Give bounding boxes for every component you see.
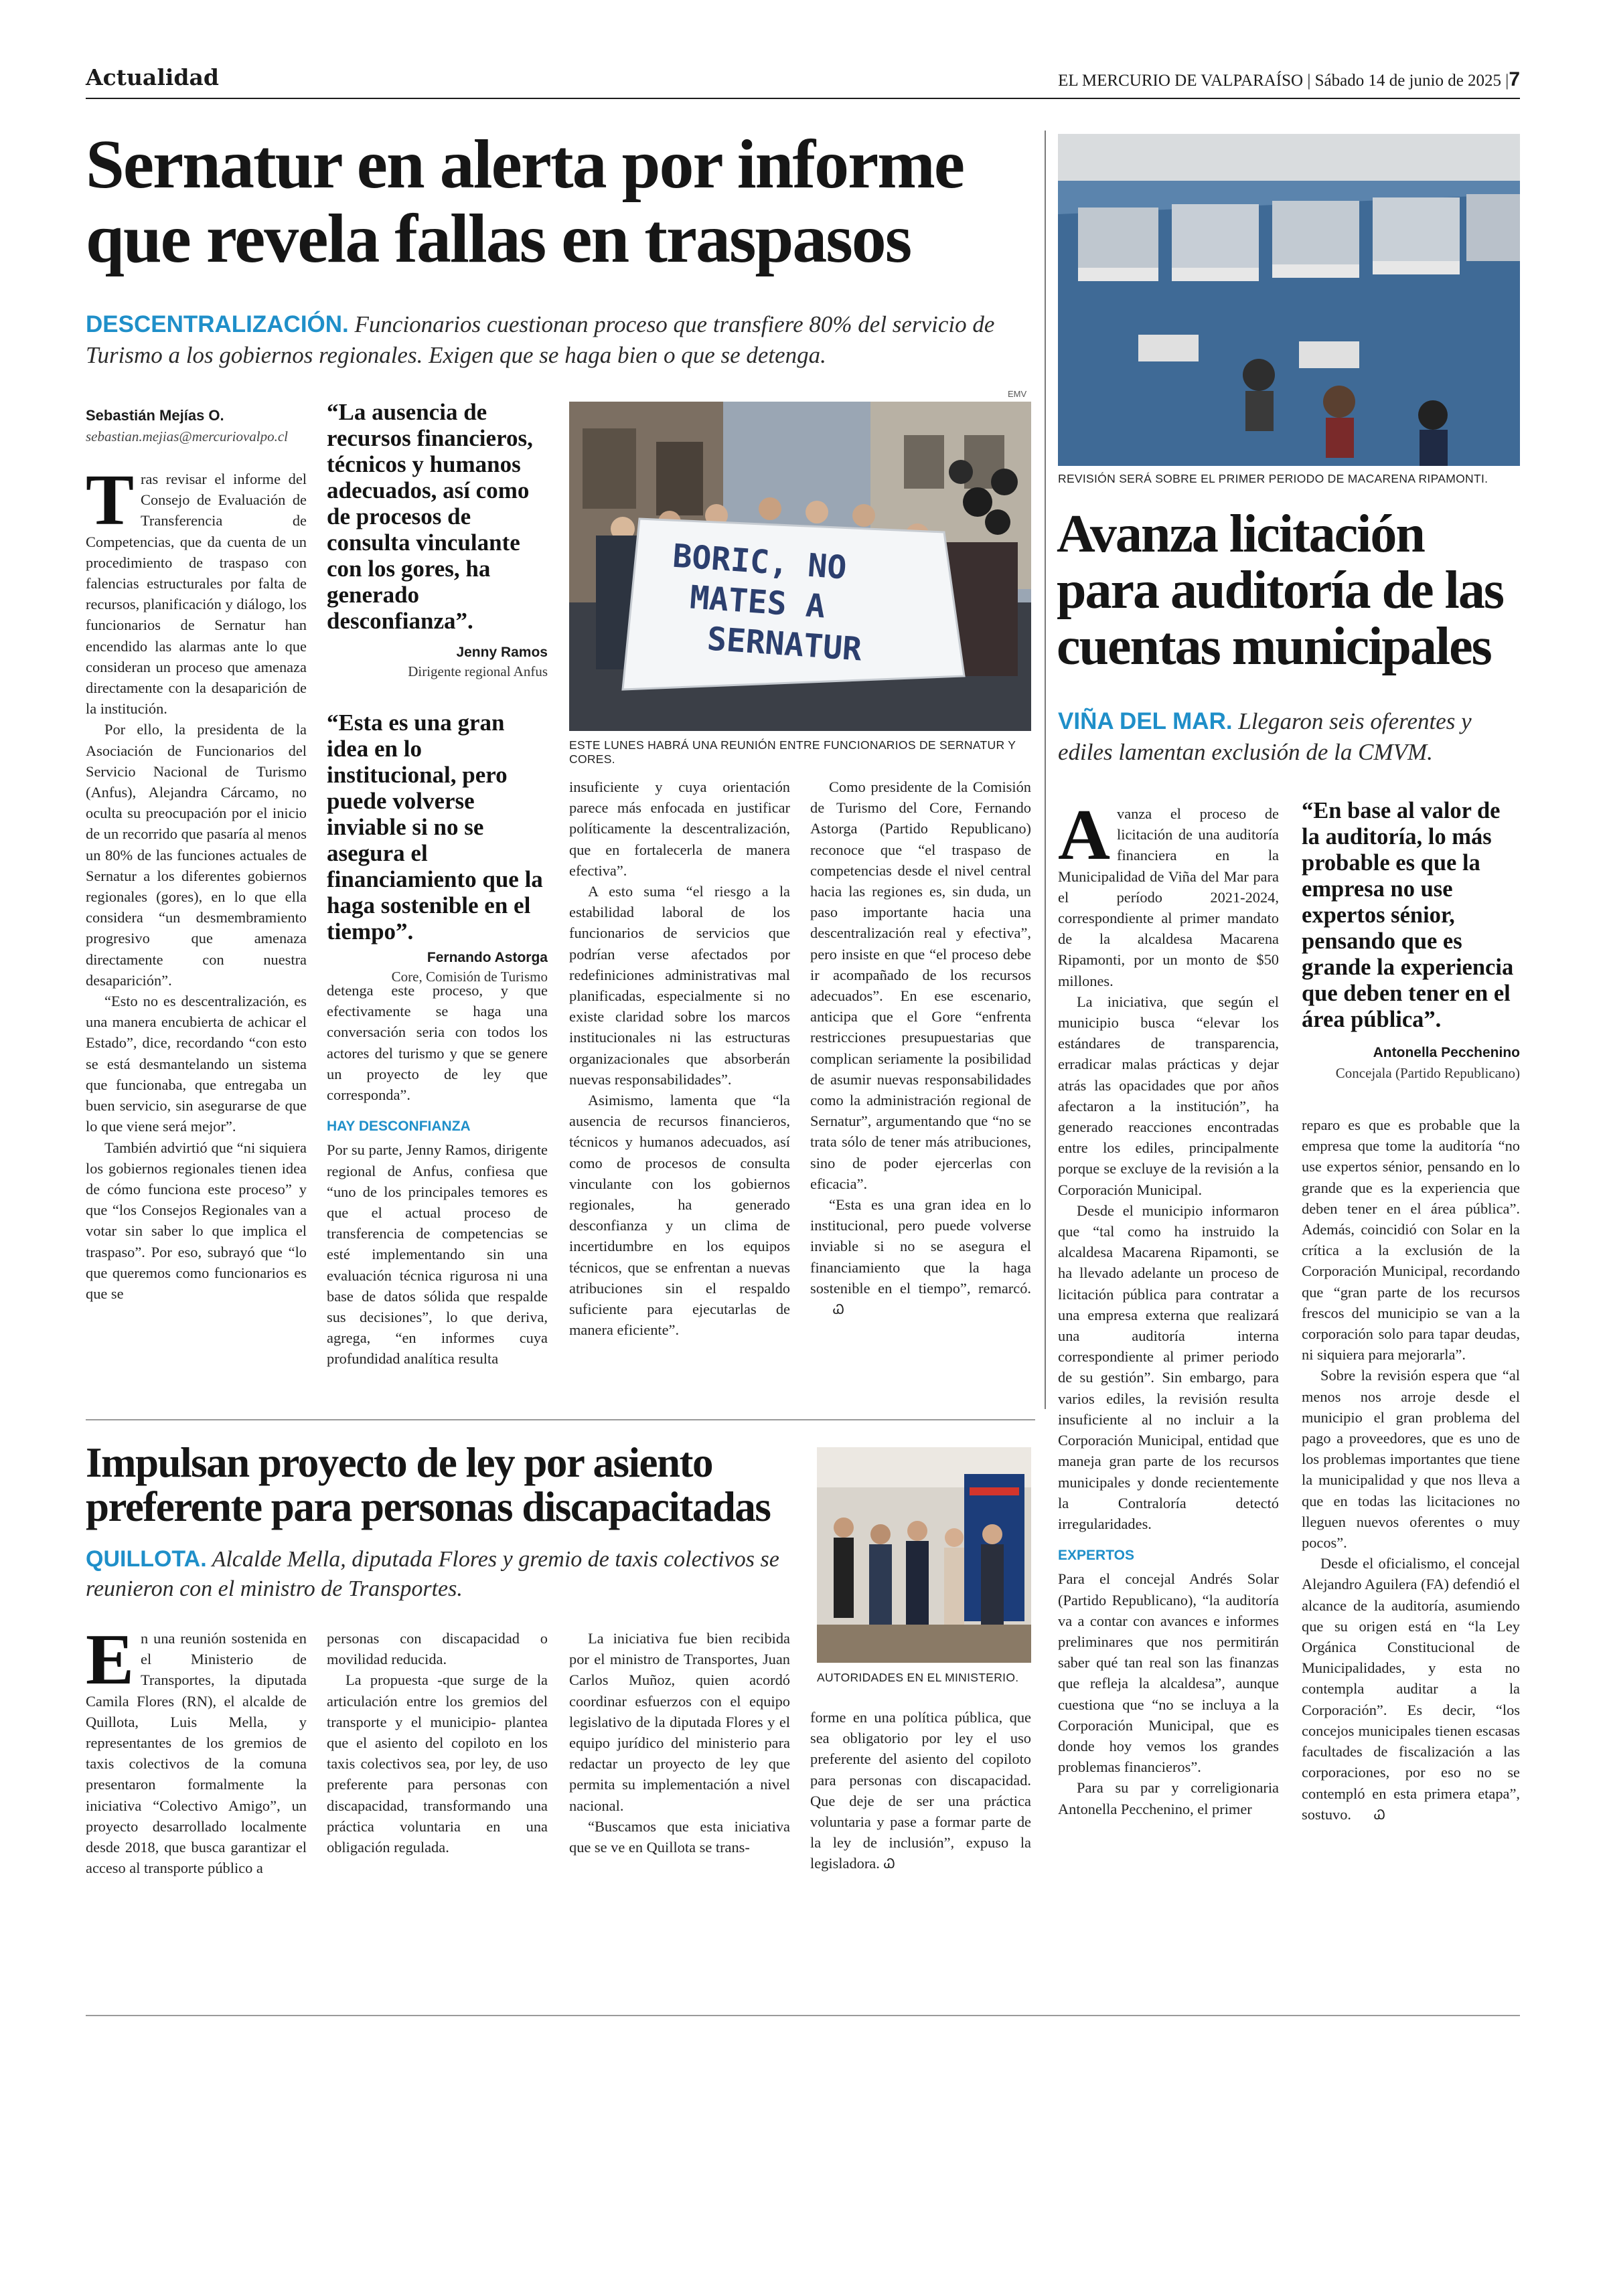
byline xyxy=(86,407,313,445)
quote-text: “En base al valor de la auditoría, lo más probable es que la empresa no use expertos sénior, pensando que es grande la experiencia que deben tener en el área pública”. xyxy=(1302,798,1514,1032)
quote-author: Fernando Astorga xyxy=(427,950,548,965)
paragraph: “Esto no es descentralización, es una manera encubierta de achicar el Estado”, dice, recordando “con esto se está desmantelando un sistema que funcionaba, que entregaba un buen servicio, sin asegurarse de que lo que viene será mejor”. xyxy=(86,993,307,1135)
photo-credit: EMV xyxy=(1008,389,1027,399)
paragraph: detenga este proceso, y que efectivamente se haga una conversación seria con todos los actores del turismo y que se genere un proyecto de ley que corresponda”. xyxy=(327,982,548,1104)
main-kicker: DESCENTRALIZACIÓN. xyxy=(86,311,349,337)
municipal-office-graphic xyxy=(1058,134,1520,466)
paragraph: n una reunión sostenida en el Ministerio de Transportes, la diputada Camila Flores (RN), el alcalde de Quillota, Luis Mella, y representantes de los gremios de taxis colectivos de la comuna presentaron formalmente la iniciativa “Colectivo Amigo”, un proyecto desarrollado localmente desde 2018, que busca garantizar el acceso al transporte público a xyxy=(86,1630,307,1877)
side-headline-line: cuentas municipales xyxy=(1057,617,1491,676)
paragraph: Sobre la revisión espera que “al menos nos arroje desde el municipio el gran problema del pago a proveedores, que es uno de los problemas importantes que tiene la municipalidad y que nos lleva a que en todas las licitaciones no lleguen nuevos oferentes o muy pocos”. xyxy=(1302,1367,1520,1552)
side-headline-line: para auditoría de las xyxy=(1057,561,1503,620)
bottom-article-col2 xyxy=(327,1628,548,1858)
paragraph: insuficiente y cuya orientación parece más enfocada en justificar políticamente la descentralización, que en fortalecerla de manera efectiva”. xyxy=(569,778,790,879)
quote-author: Antonella Pecchenino xyxy=(1373,1045,1520,1060)
side-headline-line: Avanza licitación xyxy=(1057,505,1424,564)
paragraph: Por su parte, Jenny Ramos, dirigente regional de Anfus, confiesa que “uno de los principales temores es que el actual proceso de transferencia de competencias se esté implementando sin una evaluación técnica rigurosa ni una base de datos sólida que respalde sus decisiones”, lo que deriva, agrega, “en informes cuya profundidad analítica resulta xyxy=(327,1141,548,1368)
author-name: Sebastián Mejías O. xyxy=(86,407,224,424)
paragraph: La propuesta -que surge de la articulación entre los gremios del transporte y el municipio- plantea que el asiento del copiloto en los taxis colectivos sea, por ley, de uso preferente para personas con discapacidad, transformando una práctica voluntaria en una obligación regulada. xyxy=(327,1671,548,1856)
main-headline-line: que revela fallas en traspasos xyxy=(86,200,911,278)
side-kicker: VIÑA DEL MAR. xyxy=(1058,708,1233,734)
bottom-deck-text: Alcalde Mella, diputada Flores y gremio de taxis colectivos se reunieron con el ministro de Transportes. xyxy=(86,1547,779,1602)
side-article-col1 xyxy=(1058,795,1279,1819)
subhead: EXPERTOS xyxy=(1058,1548,1134,1564)
side-deck xyxy=(1058,706,1520,767)
end-of-article-icon: Ꮗ xyxy=(883,1856,895,1872)
main-headline-line: Sernatur en alerta por informe xyxy=(86,126,964,203)
protest-photo xyxy=(569,402,1031,731)
quote-role: Dirigente regional Anfus xyxy=(408,663,548,679)
paragraph: Desde el oficialismo, el concejal Alejandro Aguilera (FA) defendió el alcance de la auditoría, asumiendo que su origen está en “la Ley Orgánica Constitucional de Municipalidades, y esta no contempla auditar a la Corporación”. Es decir, “los concejos municipales tienen escasas facultades de fiscalización a las corporaciones, por eso no se contempló en esta primera etapa”, sostuvo. xyxy=(1302,1555,1520,1823)
bottom-kicker: QUILLOTA. xyxy=(86,1546,207,1572)
paragraph: Para el concejal Andrés Solar (Partido Republicano), “la auditoría va a contar con avances e informes preliminares que nos permitirán saber qué tan real son las finanzas que refleja la alcaldesa”, aunque cuestiona que “no se incluya a la Corporación Municipal, que es donde hoy vemos los grandes problemas financieros”. xyxy=(1058,1570,1279,1776)
paragraph: “Buscamos que esta iniciativa que se ve en Quillota se trans- xyxy=(569,1817,790,1856)
bottom-article-col3 xyxy=(569,1628,790,1858)
main-headline xyxy=(86,127,1037,276)
pull-quote-2 xyxy=(327,710,548,985)
paragraph: Asimismo, lamenta que “la ausencia de recursos financieros, técnicos y humanos adecuados, así como de procesos de consulta vinculante con los gobiernos regionales, ha generado desconfianza y un clima de incertidumbre en los equipos técnicos, que se enfrentan a nuevas atribuciones sin el respaldo suficiente para ejecutarlas de manera eficiente”. xyxy=(569,1092,790,1339)
bottom-headline xyxy=(86,1441,809,1529)
bottom-headline-line: Impulsan proyecto de ley por asiento xyxy=(86,1439,712,1486)
protest-sign-line: MATES A xyxy=(688,578,827,626)
side-article-col2 xyxy=(1302,1115,1520,1825)
paragraph: A esto suma “el riesgo a la estabilidad laboral de los funcionarios de servicios que podrían verse afectados por redefiniciones administrativas mal planificadas, especialmente si no existe claridad sobre los marcos institucionales ni las estructuras organizacionales que absorberán nuevas responsabilidades”. xyxy=(569,883,790,1088)
dropcap: T xyxy=(86,461,135,540)
paragraph: Desde el municipio informaron que “tal como ha instruido la alcaldesa Macarena Ripamonti, se ha llevado adelante un proceso de licitación pública para contratar a una empresa externa que realizará una auditoría interna correspondiente al primer periodo de su gestión”. Sin embargo, para varios ediles, la revisión resulta insuficiente al no incluir a la Corporación Municipal, entidad que maneja gran parte de los recursos municipales y donde recientemente la Contraloría detectó irregularidades. xyxy=(1058,1202,1279,1532)
paragraph: Para su par y correligionaria Antonella Pecchenino, el primer xyxy=(1058,1779,1279,1817)
quote-author: Jenny Ramos xyxy=(456,645,548,660)
side-deck-text: Llegaron seis oferentes y ediles lamentan exclusión de la CMVM. xyxy=(1058,708,1472,765)
dropcap: A xyxy=(1058,795,1110,875)
paragraph: “Esta es una gran idea en lo institucional, pero puede volverse inviable si no se asegura el financiamiento que la haga sostenible en el tiempo”, remarcó. xyxy=(810,1196,1031,1297)
masthead xyxy=(1058,68,1520,91)
protest-sign-line: SERNATUR xyxy=(706,620,863,669)
quote-role: Concejala (Partido Republicano) xyxy=(1335,1065,1520,1081)
newspaper-name: EL MERCURIO DE VALPARAÍSO xyxy=(1058,72,1304,90)
masthead-separator: | xyxy=(1505,72,1509,90)
quote-text: “La ausencia de recursos financieros, técnicos y humanos adecuados, así como de procesos de consulta vinculante con los gores, ha generado desconfianza”. xyxy=(327,399,533,634)
bottom-article-col4 xyxy=(810,1707,1031,1875)
column-separator xyxy=(1045,131,1046,1409)
paragraph: forme en una política pública, que sea obligatorio por ley el uso preferente del asiento del copiloto para personas con discapacidad. Que deje de ser una práctica voluntaria y pase a formar parte de la ley de inclusión”, expuso la legisladora. xyxy=(810,1709,1031,1872)
paragraph: Como presidente de la Comisión de Turismo del Core, Fernando Astorga (Partido Republicano) reconoce que “el traspaso de competencias desde el nivel central hacia las regiones es, sin duda, un paso importante hacia una descentralización real y efectiva”, pero insiste en que “el proceso debe ir acompañado de los recursos adecuados”. En ese escenario, anticipa que el Gore “enfrenta restricciones presupuestarias que complican seriamente la posibilidad de asumir nuevas responsabilidades como la administración regional de Sernatur”, argumentando que “no se trata sólo de tener más atribuciones, sino de poder ejercerlas con eficacia”. xyxy=(810,778,1031,1192)
municipal-photo-caption: REVISIÓN SERÁ SOBRE EL PRIMER PERIODO DE MACARENA RIPAMONTI. xyxy=(1058,472,1488,485)
header-rule xyxy=(86,98,1520,99)
dropcap: E xyxy=(86,1620,135,1700)
main-article-col4 xyxy=(810,776,1031,1320)
protest-sign xyxy=(666,536,955,676)
municipal-office-photo xyxy=(1058,134,1520,466)
paragraph: reparo es que es probable que la empresa que tome la auditoría “no use expertos sénior, pensando en lo grande que es la experiencia que deben tener en el área pública”. Además, coincidió con Solar en la crítica a la exclusión de la Corporación Municipal, recordando que “gran parte de los recursos frescos del municipio se van a la corporación solo para tapar deudas, ni siquiera para mejorarla”. xyxy=(1302,1117,1520,1364)
author-email: sebastian.mejias@mercuriovalpo.cl xyxy=(86,428,288,444)
side-pull-quote xyxy=(1302,798,1520,1082)
footer-rule xyxy=(86,2015,1520,2016)
end-of-article-icon: Ꮗ xyxy=(833,1301,844,1318)
protest-sign-line: BORIC, NO xyxy=(671,537,848,587)
quote-text: “Esta es una gran idea en lo institucional, pero puede volverse inviable si no se asegura el financiamiento que la haga sostenible en el tiempo”. xyxy=(327,710,543,945)
section-label: Actualidad xyxy=(86,64,219,90)
masthead-separator: | xyxy=(1307,72,1311,90)
ministry-photo-graphic xyxy=(817,1447,1031,1663)
main-deck-text: Funcionarios cuestionan proceso que transfiere 80% del servicio de Turismo a los gobiernos regionales. Exigen que se haga bien o que se detenga. xyxy=(86,311,995,368)
paragraph: Por ello, la presidenta de la Asociación de Funcionarios del Servicio Nacional de Turismo (Anfus), Alejandra Cárcamo, no oculta su preocupación por el inicio de un recorrido que pasaría al menos un 80% de las funciones actuales de Sernatur a los diferentes gobiernos regionales (gores), en lo que ella considera “un desmembramiento progresivo que amenaza directamente con nuestra desaparición”. xyxy=(86,721,307,989)
bottom-headline-line: preferente para personas discapacitadas xyxy=(86,1483,771,1530)
subhead: HAY DESCONFIANZA xyxy=(327,1119,471,1135)
paragraph: La iniciativa, que según el municipio busca “elevar los estándares de transparencia, erradicar malas prácticas y dejar atrás las opacidades que por años afectaron a la institución”, ha generado reacciones encontradas entre los ediles, principalmente porque se excluye de la revisión a la Corporación Municipal. xyxy=(1058,993,1279,1198)
main-article-col3 xyxy=(569,776,790,1340)
ministry-photo-caption: AUTORIDADES EN EL MINISTERIO. xyxy=(817,1671,1019,1684)
protest-photo-caption: ESTE LUNES HABRÁ UNA REUNIÓN ENTRE FUNCIONARIOS DE SERNATUR Y CORES. xyxy=(569,738,1016,766)
paragraph: personas con discapacidad o movilidad reducida. xyxy=(327,1630,548,1668)
bottom-article-separator xyxy=(86,1419,1035,1420)
end-of-article-icon: Ꮗ xyxy=(1374,1806,1385,1823)
main-article-col2 xyxy=(327,980,548,1370)
paragraph: La iniciativa fue bien recibida por el ministro de Transportes, Juan Carlos Muñoz, quien acordó coordinar esfuerzos con el equipo legislativo de la diputada Flores y el equipo jurídico del ministerio para redactar un proyecto de ley que permita su implementación a nivel nacional. xyxy=(569,1630,790,1814)
main-article-col1 xyxy=(86,461,307,1304)
page-number: 7 xyxy=(1509,68,1520,90)
paragraph: ras revisar el informe del Consejo de Evaluación de Transferencia de Competencias, que da cuenta de un procedimiento de traspaso con falencias estructurales por falta de recursos, planificación y diálogo, los funcionarios de Sernatur han encendido las alarmas ante lo que consideran un proceso que amenaza directamente con la desaparición de la institución. xyxy=(86,471,307,718)
paragraph: También advirtió que “ni siquiera los gobiernos regionales tienen idea de cómo funciona este proceso” y que “los Consejos Regionales van a votar sin saber lo que implica el traspaso”. Por eso, subrayó que “lo que queremos como funcionarios es que se xyxy=(86,1139,307,1302)
main-deck xyxy=(86,309,1037,370)
bottom-deck xyxy=(86,1544,795,1604)
ministry-photo xyxy=(817,1447,1031,1663)
issue-date: Sábado 14 de junio de 2025 xyxy=(1314,72,1502,90)
bottom-article-col1 xyxy=(86,1620,307,1878)
paragraph: vanza el proceso de licitación de una auditoría financiera en la Municipalidad de Viña del Mar para el período 2021-2024, correspondiente al primer mandato de la alcaldesa Macarena Ripamonti, por un monto de $50 millones. xyxy=(1058,805,1279,989)
quote-role: Core, Comisión de Turismo xyxy=(391,969,548,985)
pull-quote-1 xyxy=(327,399,548,680)
side-headline xyxy=(1057,506,1525,675)
